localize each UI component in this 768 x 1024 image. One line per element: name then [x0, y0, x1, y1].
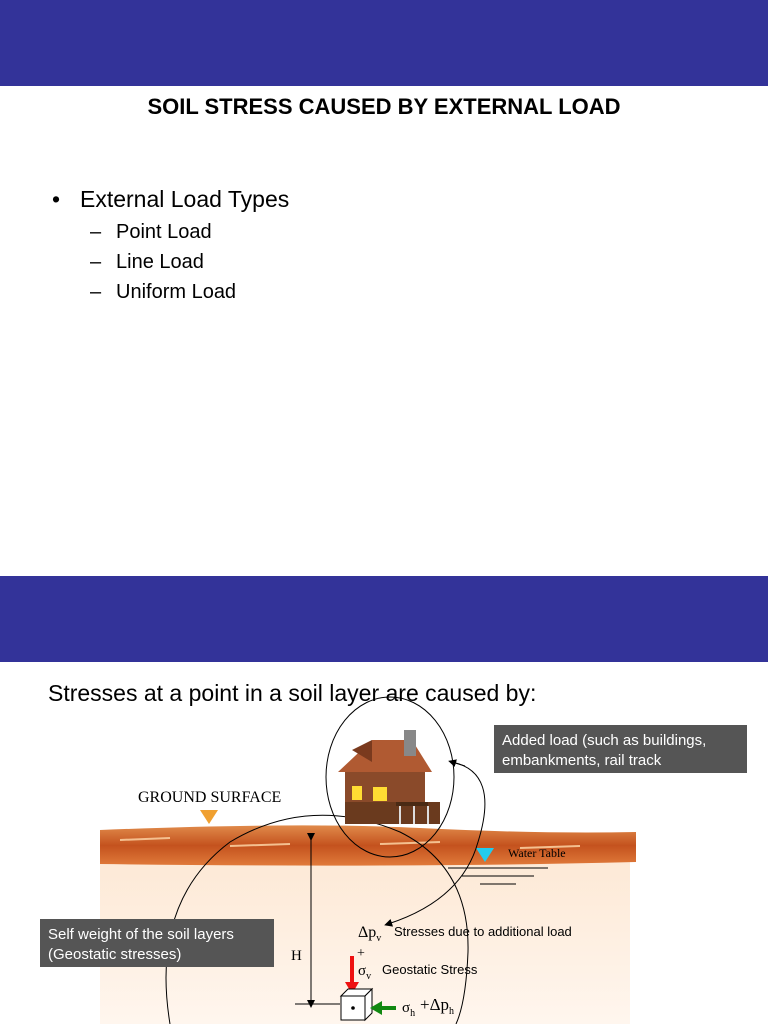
sigma-v-symbol: $\sigma_v$ — [358, 963, 372, 982]
subitem-uniform-load — [90, 281, 236, 304]
dash: – — [90, 251, 102, 273]
water-table-label: Water Table — [508, 846, 566, 860]
soil-stress-diagram — [0, 662, 768, 1024]
sigma-h-symbol: $\sigma_h$ — [402, 1000, 416, 1019]
ground-surface-label: GROUND SURFACE — [138, 789, 282, 806]
dash: – — [90, 221, 102, 243]
slide2-heading: Stresses at a point in a soil layer are caused by: — [48, 680, 537, 706]
additional-stress-label: Stresses due to additional load — [394, 924, 572, 939]
plus-delta-ph-symbol: $+\Delta p_h$ — [420, 995, 455, 1017]
subitem-text: Point Load — [116, 221, 212, 243]
header-band-top — [0, 0, 768, 86]
delta-pv-symbol: $\Delta p_v$ — [358, 924, 382, 944]
bullet-text: External Load Types — [80, 186, 290, 212]
ground-surface-marker — [200, 810, 218, 824]
soil-element-cube — [341, 989, 372, 1020]
geostatic-stress-label: Geostatic Stress — [382, 962, 478, 977]
subitem-line-load — [90, 251, 204, 274]
subitem-text: Line Load — [116, 251, 204, 273]
bullet-dot: • — [52, 186, 61, 212]
plus-sign: + — [357, 946, 365, 961]
subitem-text: Uniform Load — [116, 281, 237, 303]
subitem-point-load — [90, 221, 212, 244]
header-band-middle — [0, 576, 768, 662]
self-weight-callout: Self weight of the soil layers (Geostatic stresses) — [40, 919, 274, 967]
added-load-callout: Added load (such as buildings, embankments, rail track — [494, 725, 747, 773]
slide-title: SOIL STRESS CAUSED BY EXTERNAL LOAD — [147, 94, 621, 119]
bullet-external-load-types — [52, 186, 289, 213]
depth-label: H — [291, 948, 302, 964]
house-pointer-arrowhead — [452, 762, 465, 766]
dash: – — [90, 281, 102, 303]
house-icon — [338, 730, 440, 824]
